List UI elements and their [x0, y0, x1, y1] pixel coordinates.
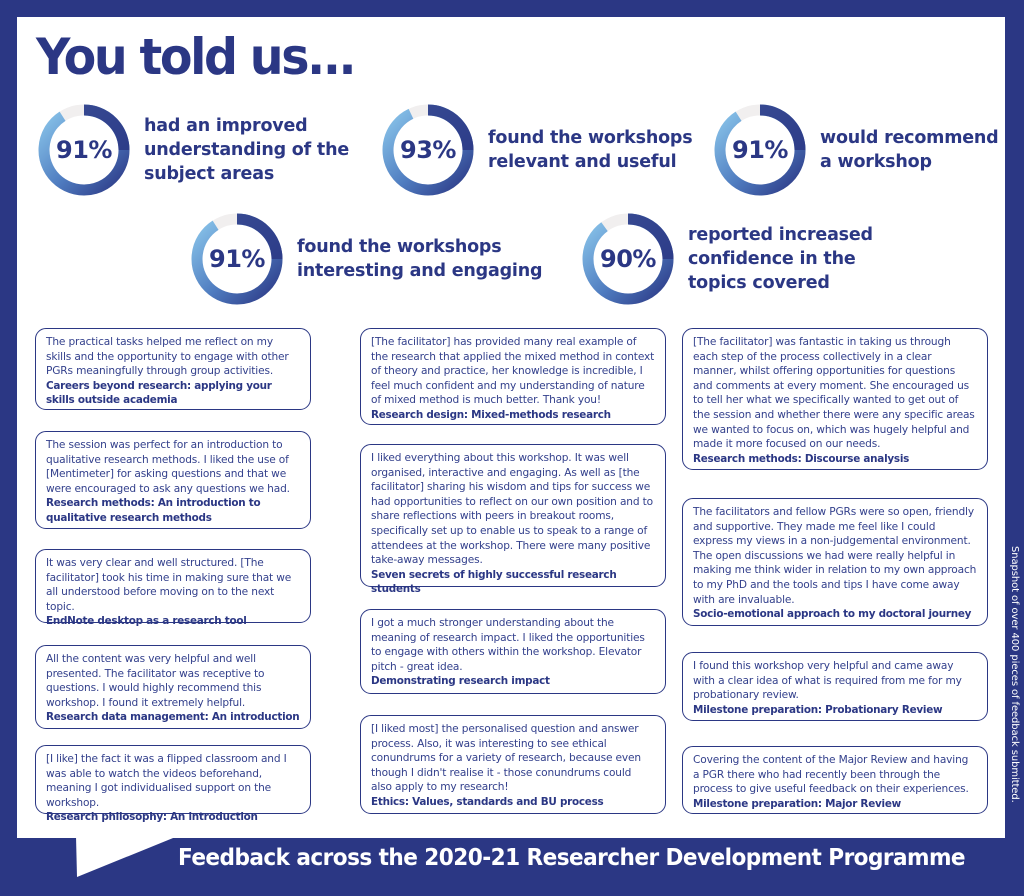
- feedback-quote: The practical tasks helped me reflect on my skills and the opportunity to engage with other PGRs meaningfully through group activities.: [46, 336, 289, 378]
- workshop-title: Research methods: An introduction to qualitative research methods: [46, 497, 261, 524]
- stat-understanding: [38, 104, 349, 196]
- percent-value: 91%: [56, 136, 112, 164]
- workshop-title: Research design: Mixed-methods research: [371, 408, 611, 421]
- feedback-quote: [I like] the fact it was a flipped classroom and I was able to watch the videos beforehand, meaning I got individualised support on the workshop.: [46, 753, 287, 809]
- feedback-card: [35, 645, 311, 729]
- donut-chart: [191, 213, 283, 305]
- percent-value: 93%: [400, 136, 456, 164]
- feedback-card: [35, 431, 311, 529]
- side-note: Snapshot of over 400 pieces of feedback submitted.: [1009, 546, 1020, 803]
- percent-value: 91%: [209, 245, 265, 273]
- feedback-card: [35, 745, 311, 824]
- feedback-card: [682, 328, 988, 470]
- feedback-card: [360, 609, 666, 694]
- feedback-quote: The facilitators and fellow PGRs were so open, friendly and supportive. They made me feel like I could express my views in a non-judgemental environment. The open discussions we had were really helpful in making me think wider in relation to my own approach to my PhD and the tools and tips I have come away with are invaluable.: [693, 506, 977, 606]
- workshop-title: Seven secrets of highly successful research students: [371, 568, 617, 596]
- feedback-quote: Covering the content of the Major Review and having a PGR there who had recently been through the process to give useful feedback on their experiences.: [693, 754, 969, 796]
- feedback-card: [682, 498, 988, 626]
- feedback-card: [35, 549, 311, 628]
- workshop-title: EndNote desktop as a research tool: [46, 615, 247, 628]
- feedback-quote: The session was perfect for an introduction to qualitative research methods. I liked the use of [Mentimeter] for asking questions and that we were encouraged to ask any questions we had.: [46, 439, 290, 495]
- feedback-card: [360, 715, 666, 814]
- stat-label: would recommend a workshop: [820, 128, 999, 172]
- feedback-quote: All the content was very helpful and well presented. The facilitator was receptive to questions. I would highly recommend this workshop. I found it extremely helpful.: [46, 653, 265, 709]
- percent-value: 91%: [732, 136, 788, 164]
- feedback-quote: I found this workshop very helpful and came away with a clear idea of what is required from me for my probationary review.: [693, 660, 962, 702]
- percent-value: 90%: [600, 245, 656, 273]
- feedback-quote: I got a much stronger understanding about the meaning of research impact. I liked the opportunities to engage with others within the workshop. Elevator pitch - great idea.: [371, 617, 645, 673]
- workshop-title: Demonstrating research impact: [371, 675, 550, 688]
- donut-chart: [714, 104, 806, 196]
- page-headline: You told us...: [36, 28, 355, 86]
- workshop-title: Research data management: An introduction: [46, 711, 300, 724]
- footer-title: Feedback across the 2020-21 Researcher Development Programme: [178, 845, 966, 871]
- workshop-title: Socio-emotional approach to my doctoral journey: [693, 608, 972, 621]
- stat-label: found the workshops relevant and useful: [488, 128, 693, 172]
- feedback-quote: [The facilitator] has provided many real example of the research that applied the mixed method in context of theory and practice, her knowledge is incredible, I feel much confident and my understanding of nature of mixed method is much better. Thank you!: [371, 336, 655, 407]
- donut-chart: [382, 104, 474, 196]
- workshop-title: Careers beyond research: applying your skills outside academia: [46, 379, 272, 407]
- feedback-quote: I liked everything about this workshop. It was well organised, interactive and engaging. As well as [the facilitator] sharing his wisdom and tips for success we had opportunities to reflect on our own position and to share reflections with peers in breakout rooms, specifically set up to enable us to speak to a range of attendees at the workshop. There were many positive take-away messages.: [371, 452, 653, 567]
- donut-chart: [582, 213, 674, 305]
- feedback-quote: [The facilitator] was fantastic in taking us through each step of the process collectively in a clear manner, whilst offering opportunities for questions and comments at every moment. She encouraged us to tell her what we specifically wanted to get out of the session and whether there were any specific areas we wanted to focus on, which was hugely helpful and made it more focused on our needs.: [693, 336, 975, 451]
- feedback-quote: [I liked most] the personalised question and answer process. Also, it was interesting to see ethical conundrums for a variety of research, because even though I didn't realise it - those conundrums could also apply to my research!: [371, 723, 641, 794]
- feedback-card: [682, 652, 988, 721]
- workshop-title: Ethics: Values, standards and BU process: [371, 795, 604, 808]
- feedback-quote: It was very clear and well structured. [The facilitator] took his time in making sure that we all understood before moving on to the next topic.: [46, 557, 292, 613]
- stat-recommend: [714, 104, 999, 196]
- stat-confidence: [582, 213, 873, 305]
- stat-relevant: [382, 104, 692, 196]
- workshop-title: Milestone preparation: Probationary Review: [693, 703, 943, 716]
- stat-label: had an improved understanding of the subject areas: [144, 116, 350, 184]
- stat-interesting: [191, 213, 542, 305]
- feedback-card: [360, 328, 666, 425]
- feedback-card: [360, 444, 666, 596]
- feedback-card: [35, 328, 311, 410]
- stat-label: reported increased confidence in the topics covered: [688, 225, 873, 293]
- workshop-title: Research methods: Discourse analysis: [693, 452, 910, 465]
- stat-label: found the workshops interesting and engaging: [297, 237, 543, 281]
- workshop-title: Research philosophy: An introduction: [46, 811, 258, 824]
- feedback-card: [682, 746, 988, 814]
- workshop-title: Milestone preparation: Major Review: [693, 797, 901, 810]
- donut-chart: [38, 104, 130, 196]
